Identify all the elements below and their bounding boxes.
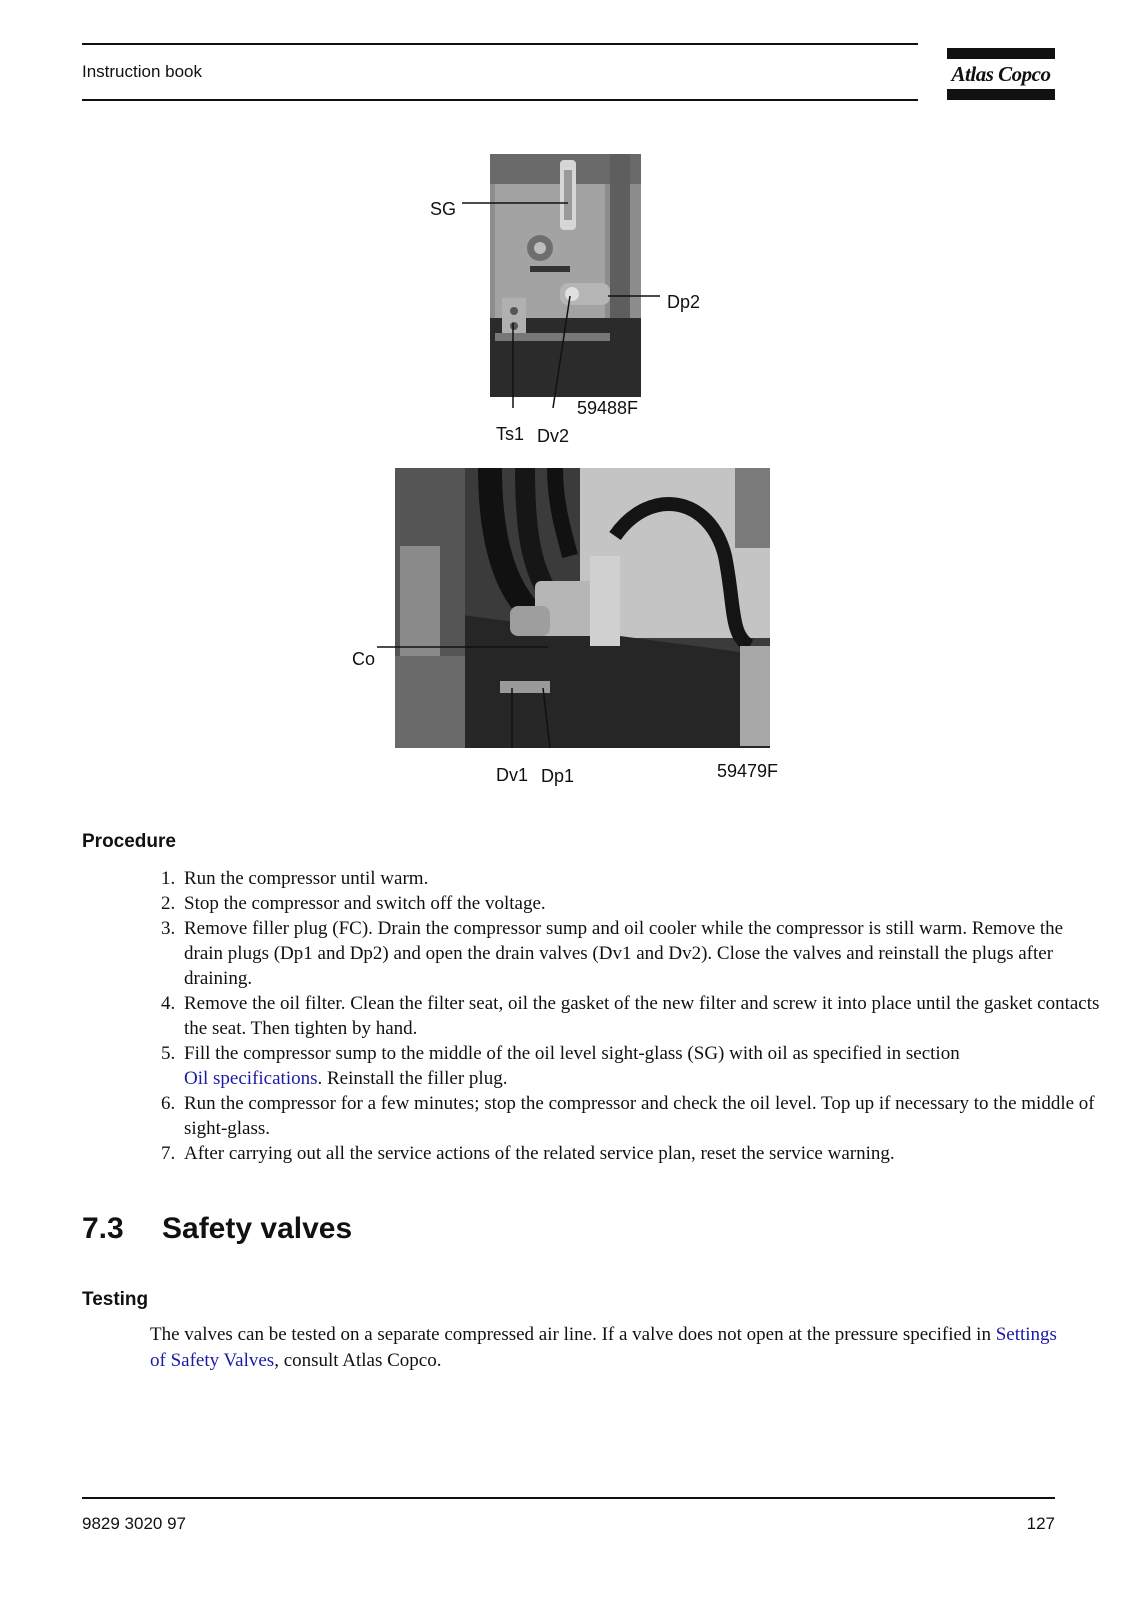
figure-oil-cooler-photo — [350, 466, 780, 756]
label-dv1: Dv1 — [496, 765, 529, 785]
section-number: 7.3 — [82, 1212, 124, 1245]
logo-text: Atlas Copco — [951, 62, 1051, 86]
procedure-step: 3. Remove filler plug (FC). Drain the compressor sump and oil cooler while the compressor is still warm. Remove the drain plugs (Dp1 and Dp2) and open the drain valves (Dv1 and Dv2). Close the valves and reinstall the plugs after draining. — [180, 916, 1100, 991]
logo-top-bar — [947, 48, 1055, 59]
procedure-step: 7. After carrying out all the service actions of the related service plan, reset the service warning. — [180, 1141, 1100, 1166]
page-number: 127 — [1026, 1514, 1055, 1533]
procedure-step-text: Fill the compressor sump to the middle of the oil level sight-glass (SG) with oil as specified in section — [184, 1043, 960, 1064]
figure2-code: 59479F — [717, 761, 779, 781]
procedure-step: 2. Stop the compressor and switch off the voltage. — [180, 891, 1100, 916]
label-sg: SG — [430, 199, 457, 219]
procedure-heading: Procedure — [82, 831, 176, 852]
testing-text-tail: , consult Atlas Copco. — [274, 1350, 442, 1371]
settings-safety-valves-link[interactable]: Settings of Safety Valves — [150, 1324, 1057, 1371]
procedure-step: 4. Remove the oil filter. Clean the filter seat, oil the gasket of the new filter and screw it into place until the gasket contacts the seat. Then tighten by hand. — [180, 991, 1100, 1041]
header-top-rule — [82, 43, 918, 45]
procedure-step: 6. Run the compressor for a few minutes; stop the compressor and check the oil level. Top up if necessary to the middle of sight-glass. — [180, 1091, 1100, 1141]
section-title: Safety valves — [162, 1212, 353, 1245]
section-heading — [82, 1212, 352, 1246]
testing-heading: Testing — [82, 1289, 149, 1310]
procedure-step-tail: . Reinstall the filler plug. — [317, 1068, 508, 1089]
testing-text: The valves can be tested on a separate compressed air line. If a valve does not open at the pressure specified in — [150, 1324, 996, 1345]
label-dv2: Dv2 — [537, 426, 570, 446]
label-dp1: Dp1 — [541, 766, 575, 786]
procedure-step — [180, 1041, 1100, 1091]
logo-bottom-bar — [947, 89, 1055, 100]
procedure-step: 1. Run the compressor until warm. — [180, 866, 1100, 891]
procedure-list — [140, 866, 1100, 1166]
footer-rule — [82, 1497, 1055, 1499]
document-number: 9829 3020 97 — [82, 1514, 186, 1533]
figure1-code: 59488F — [577, 398, 639, 418]
label-ts1: Ts1 — [496, 424, 525, 444]
header-bottom-rule — [82, 99, 918, 101]
label-dp2: Dp2 — [667, 292, 701, 312]
atlas-copco-logo — [947, 48, 1055, 100]
oil-specifications-link[interactable]: Oil specifications — [184, 1068, 318, 1089]
label-co: Co — [352, 649, 376, 669]
header-title: Instruction book — [82, 62, 203, 81]
testing-paragraph — [150, 1322, 1060, 1374]
